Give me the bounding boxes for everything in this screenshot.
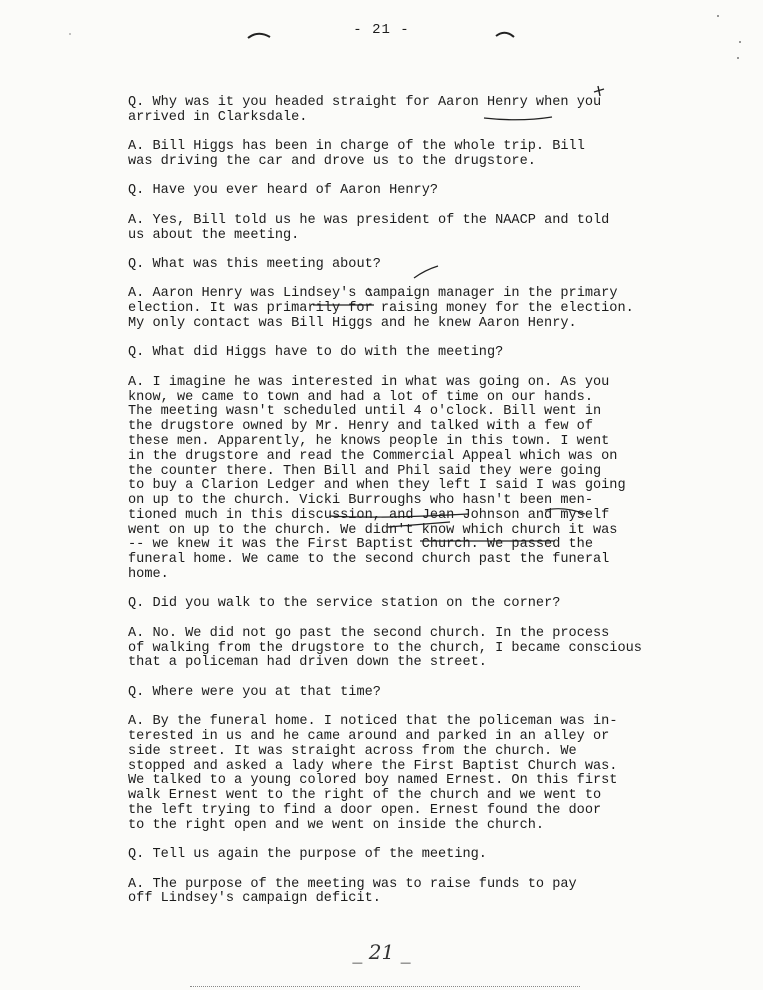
paragraph-text: Why was it you headed straight for Aaron Henry when you arrived in Clarksdale. (128, 95, 602, 125)
handwritten-page-number: _ 21 _ (352, 940, 411, 964)
question-paragraph (128, 346, 703, 361)
speaker-label: Q. (128, 596, 145, 612)
paragraph-text: Did you walk to the service station on the corner? (152, 596, 561, 612)
transcript-body (128, 96, 703, 922)
speaker-label: Q. (128, 847, 145, 863)
speaker-label: A. (128, 625, 145, 641)
answer-paragraph (128, 376, 703, 583)
question-paragraph (128, 848, 703, 863)
speaker-label: Q. (128, 256, 145, 272)
speaker-label: Q. (128, 183, 145, 199)
answer-paragraph (128, 287, 703, 331)
question-paragraph (128, 686, 703, 701)
question-paragraph (128, 597, 703, 612)
paragraph-text: Aaron Henry was Lindsey's campaign manager in the primary election. It was primarily for raising money for the election. My only contact was Bill Higgs and he knew Aaron Henry. (128, 286, 634, 331)
paragraph-text: By the funeral home. I noticed that the policeman was in- terested in us and he came around and parked in an alley or side street. It was straight across from the church. We stopped and asked a lady where the First Baptist Church was. We talked to a young colored boy named Ernest. On this first walk Ernest went to the right of the church and we went to the left trying to find a door open. Ernest found the door to the right open and we went on inside the church. (128, 714, 618, 833)
answer-paragraph (128, 214, 703, 244)
speaker-label: Q. (128, 684, 145, 700)
question-paragraph (128, 96, 703, 126)
paragraph-text: Yes, Bill told us he was president of the NAACP and told us about the meeting. (128, 212, 610, 243)
bottom-rule (190, 986, 580, 988)
speaker-label: Q. (128, 95, 145, 110)
answer-paragraph (128, 878, 703, 908)
paragraph-text: Bill Higgs has been in charge of the whole trip. Bill was driving the car and drove us to the drugstore. (128, 139, 585, 169)
paragraph-text: Where were you at that time? (152, 684, 381, 700)
speaker-label: Q. (128, 345, 145, 361)
speaker-label: A. (128, 212, 145, 228)
answer-paragraph (128, 715, 703, 833)
speaker-label: A. (128, 374, 145, 390)
paragraph-text: I imagine he was interested in what was going on. As you know, we came to town and had a lot of time on our hands. The meeting wasn't scheduled until 4 o'clock. Bill went in the drugstore owned by Mr. Henry and talked with a few of these men. Apparently, he knows people in this town. I went in the drugstore and read the Commercial Appeal which was on the counter there. Then Bill and Phil said they were going to buy a Clarion Ledger and when they left I said I was going on up to the church. Vicki Burroughs who hasn't been men- tioned much in this discussion, and Jean Johnson and myself went on up to the church. We didn't know which church it was -- we knew it was the First Baptist Church. We passed the funeral home. We came to the second church past the funeral home. (128, 374, 626, 583)
question-paragraph (128, 184, 703, 199)
speaker-label: A. (128, 876, 145, 892)
question-paragraph (128, 258, 703, 273)
paragraph-text: No. We did not go past the second church. In the process of walking from the drugstore to the church, I became conscious that a policeman had driven down the street. (128, 625, 642, 671)
page-number-header: - 21 - (353, 22, 410, 38)
paragraph-text: Tell us again the purpose of the meeting. (152, 847, 487, 863)
speaker-label: A. (128, 714, 145, 730)
paragraph-text: What did Higgs have to do with the meeting? (152, 345, 504, 361)
paragraph-text: The purpose of the meeting was to raise funds to pay off Lindsey's campaign deficit. (128, 876, 577, 907)
speaker-label: A. (128, 286, 145, 302)
paragraph-text: Have you ever heard of Aaron Henry? (152, 183, 439, 199)
answer-paragraph (128, 627, 703, 671)
answer-paragraph (128, 140, 703, 170)
paragraph-text: What was this meeting about? (152, 256, 381, 272)
speaker-label: A. (128, 139, 145, 155)
